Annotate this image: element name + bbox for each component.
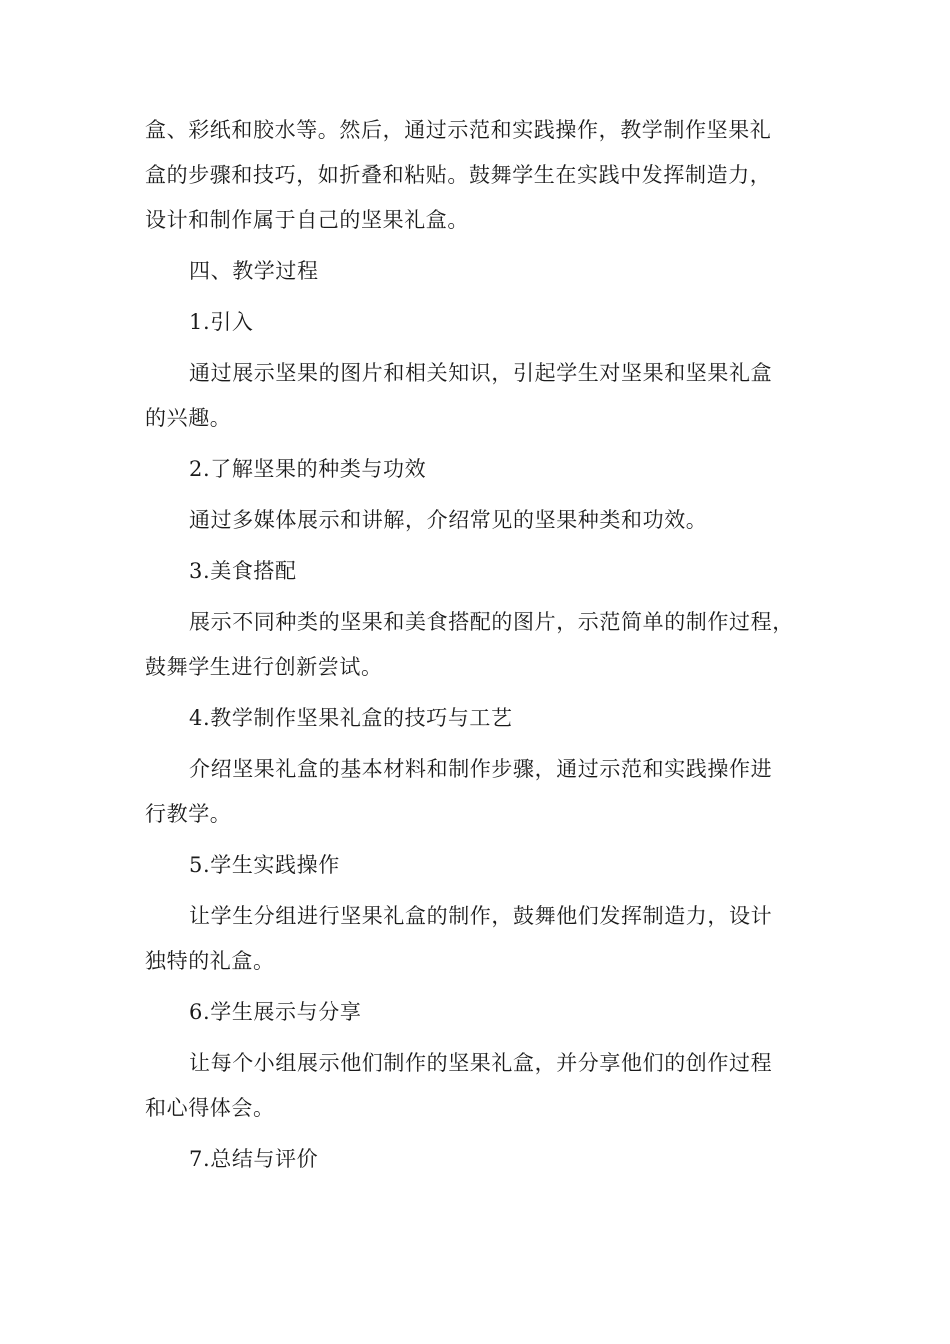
document-body xyxy=(145,108,805,1188)
step-heading-gift-box-techniques: 4.教学制作坚果礼盒的技巧与工艺 xyxy=(189,706,513,730)
text-line: 和心得体会。 xyxy=(145,1096,275,1120)
text-line: 通过多媒体展示和讲解，介绍常见的坚果种类和功效。 xyxy=(189,508,708,532)
text-line: 通过展示坚果的图片和相关知识，引起学生对坚果和坚果礼盒 xyxy=(189,361,773,385)
text-line: 展示不同种类的坚果和美食搭配的图片，示范简单的制作过程， xyxy=(189,610,794,634)
section-heading-teaching-process: 四、教学过程 xyxy=(189,259,319,283)
step-heading-summary: 7.总结与评价 xyxy=(189,1147,319,1171)
text-line: 让每个小组展示他们制作的坚果礼盒，并分享他们的创作过程 xyxy=(189,1051,773,1075)
step-heading-food-pairing: 3.美食搭配 xyxy=(189,559,297,583)
paragraph-gift-box-techniques xyxy=(145,747,805,837)
paragraph-introduction xyxy=(145,351,805,441)
text-line: 介绍坚果礼盒的基本材料和制作步骤，通过示范和实践操作进 xyxy=(189,757,773,781)
text-line: 设计和制作属于自己的坚果礼盒。 xyxy=(145,208,469,232)
text-line: 盒的步骤和技巧，如折叠和粘贴。鼓舞学生在实践中发挥制造力， xyxy=(145,163,772,187)
paragraph-food-pairing xyxy=(145,600,805,690)
text-line: 盒、彩纸和胶水等。然后，通过示范和实践操作，教学制作坚果礼 xyxy=(145,118,772,142)
step-heading-introduction: 1.引入 xyxy=(189,310,254,334)
paragraph-materials-continuation xyxy=(145,108,805,243)
paragraph-student-practice xyxy=(145,894,805,984)
step-heading-nut-types: 2.了解坚果的种类与功效 xyxy=(189,457,427,481)
step-heading-student-practice: 5.学生实践操作 xyxy=(189,853,340,877)
text-line: 鼓舞学生进行创新尝试。 xyxy=(145,655,383,679)
text-line: 的兴趣。 xyxy=(145,406,232,430)
text-line: 独特的礼盒。 xyxy=(145,949,275,973)
text-line: 行教学。 xyxy=(145,802,232,826)
paragraph-nut-types xyxy=(145,498,805,543)
step-heading-showcase: 6.学生展示与分享 xyxy=(189,1000,362,1024)
text-line: 让学生分组进行坚果礼盒的制作，鼓舞他们发挥制造力，设计 xyxy=(189,904,773,928)
paragraph-showcase xyxy=(145,1041,805,1131)
